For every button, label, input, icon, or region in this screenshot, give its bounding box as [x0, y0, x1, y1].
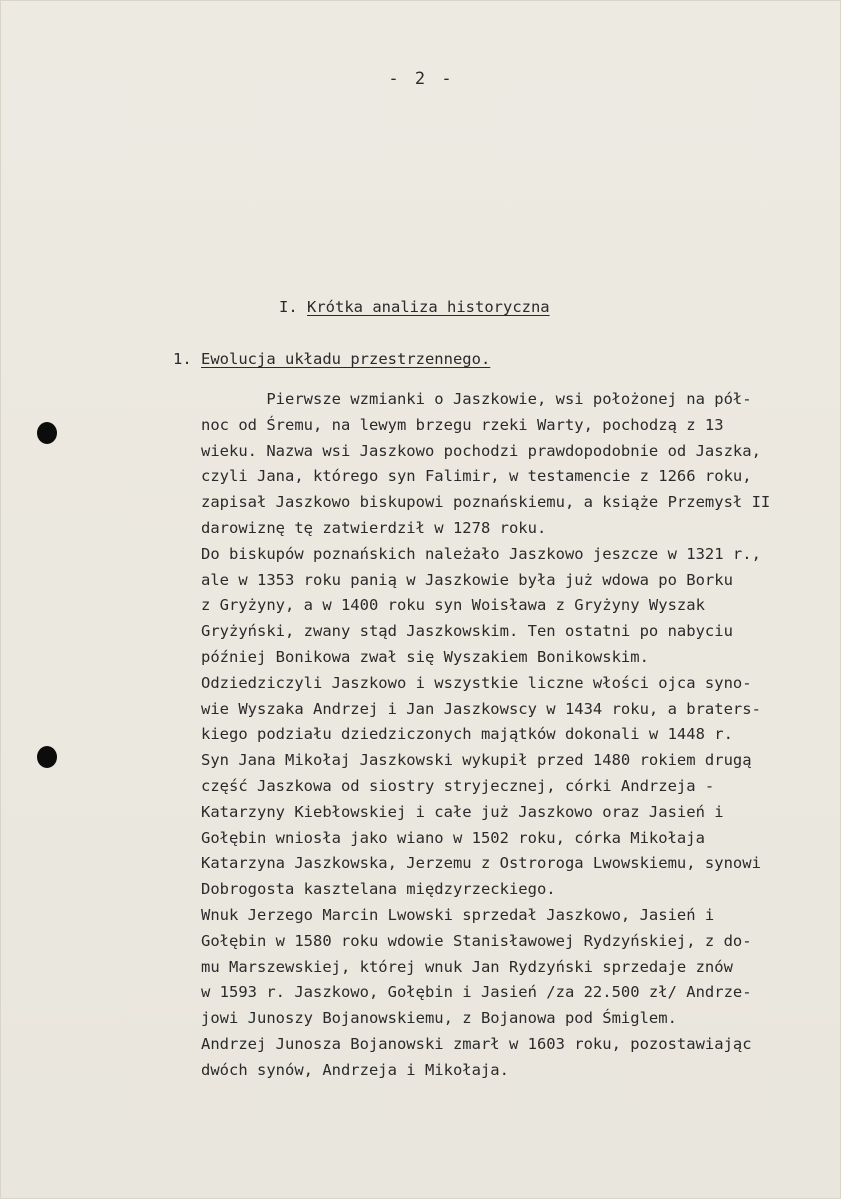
text-line: Dobrogosta kasztelana międzyrzeckiego.	[201, 880, 556, 899]
text-line: z Gryżyny, a w 1400 roku syn Woisława z Gryżyny Wyszak	[201, 596, 705, 615]
text-line: kiego podziału dziedziczonych majątków dokonali w 1448 r.	[201, 725, 733, 744]
text-line: Wnuk Jerzego Marcin Lwowski sprzedał Jaszkowo, Jasień i	[201, 905, 715, 924]
text-line: Do biskupów poznańskich należało Jaszkowo jeszcze w 1321 r.,	[201, 544, 761, 563]
text-line: dwóch synów, Andrzeja i Mikołaja.	[201, 1060, 509, 1079]
text-line: wieku. Nazwa wsi Jaszkowo pochodzi prawdopodobnie od Jaszka,	[201, 441, 761, 460]
text-line: Gryżyński, zwany stąd Jaszkowskim. Ten ostatni po nabyciu	[201, 622, 733, 641]
text-line: wie Wyszaka Andrzej i Jan Jaszkowscy w 1434 roku, a braters-	[201, 699, 761, 718]
page-number: - 2 -	[388, 69, 455, 89]
text-line: Katarzyny Kiebłowskiej i całe już Jaszkowo oraz Jasień i	[201, 802, 724, 821]
text-line: noc od Śremu, na lewym brzegu rzeki Warty, pochodzą z 13	[201, 415, 724, 434]
text-line: jowi Junoszy Bojanowskiemu, z Bojanowa pod Śmiglem.	[201, 1009, 677, 1028]
text-line: Katarzyna Jaszkowska, Jerzemu z Ostroroga Lwowskiemu, synowi	[201, 854, 761, 873]
section-title: Krótka analiza historyczna	[307, 298, 550, 316]
section-number: I.	[279, 298, 298, 316]
punch-hole	[37, 422, 57, 444]
text-line: czyli Jana, którego syn Falimir, w testamencie z 1266 roku,	[201, 467, 752, 486]
text-line: darowiznę tę zatwierdził w 1278 roku.	[201, 518, 547, 537]
section-heading	[279, 298, 550, 316]
text-line: Gołębin w 1580 roku wdowie Stanisławowej Rydzyńskiej, z do-	[201, 931, 752, 950]
subsection-number: 1.	[173, 350, 192, 368]
subsection-title: Ewolucja układu przestrzennego.	[201, 350, 491, 368]
text-line: ale w 1353 roku panią w Jaszkowie była już wdowa po Borku	[201, 570, 733, 589]
text-line: Andrzej Junosza Bojanowski zmarł w 1603 roku, pozostawiając	[201, 1034, 752, 1053]
text-line: Pierwsze wzmianki o Jaszkowie, wsi położonej na pół-	[201, 390, 752, 408]
text-line: Gołębin wniosła jako wiano w 1502 roku, córka Mikołaja	[201, 828, 705, 847]
text-line: Syn Jana Mikołaj Jaszkowski wykupił przed 1480 rokiem drugą	[201, 751, 752, 770]
punch-hole	[37, 746, 57, 768]
text-line: zapisał Jaszkowo biskupowi poznańskiemu, a książe Przemysł II	[201, 493, 771, 512]
text-line: Odziedziczyli Jaszkowo i wszystkie liczne włości ojca syno-	[201, 673, 752, 692]
text-line: mu Marszewskiej, której wnuk Jan Rydzyński sprzedaje znów	[201, 957, 733, 976]
text-line: w 1593 r. Jaszkowo, Gołębin i Jasień /za 22.500 zł/ Andrze-	[201, 983, 752, 1002]
text-line: później Bonikowa zwał się Wyszakiem Bonikowskim.	[201, 647, 649, 666]
text-line: część Jaszkowa od siostry stryjecznej, córki Andrzeja -	[201, 776, 715, 795]
subsection-heading	[173, 350, 490, 368]
body-text	[201, 387, 831, 1084]
